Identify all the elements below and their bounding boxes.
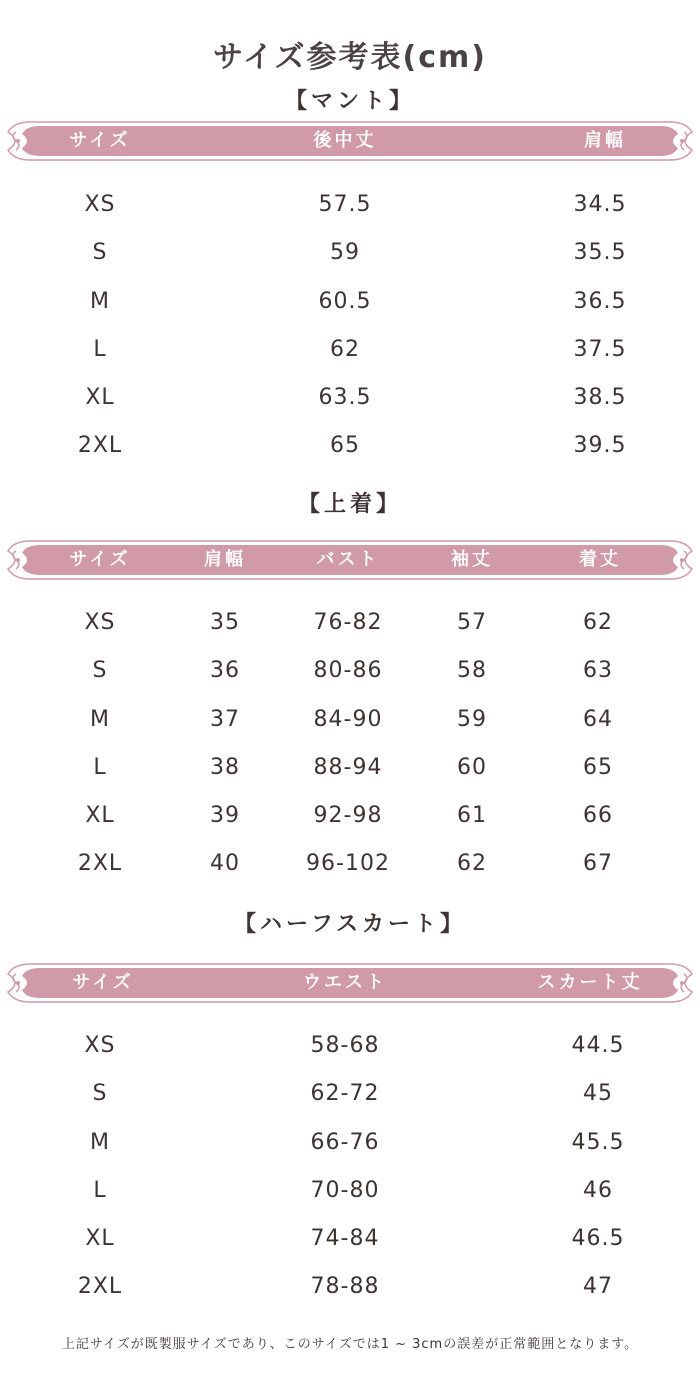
table-row [0,748,700,796]
measurement-value: 65 [583,754,613,780]
measurement-value: 62 [457,851,487,877]
measurement-value: 45.5 [571,1129,625,1155]
table-row [0,378,700,426]
size-label: S [92,1081,108,1107]
table-body [0,185,700,475]
table-row [0,603,700,651]
measurement-value: 58-68 [310,1033,380,1058]
measurement-value: 38.5 [573,385,627,411]
measurement-value: 40 [210,851,240,877]
table-header [4,537,696,583]
size-label: M [90,706,110,732]
measurement-value: 35.5 [573,240,627,266]
table-row [0,844,700,892]
table-row [0,1219,700,1267]
table-row [0,185,700,233]
measurement-value: 37 [210,706,240,732]
size-label: XS [84,610,116,635]
measurement-value: 96-102 [306,851,390,877]
measurement-value: 35 [210,610,240,635]
size-label: L [93,1177,107,1203]
measurement-value: 64 [583,706,613,732]
column-header: スカート丈 [537,972,643,993]
measurement-value: 63.5 [318,385,372,411]
column-header: 肩幅 [204,549,246,570]
section-title: 【マント】 [284,89,415,114]
table-row [0,1171,700,1219]
section-title: 【上着】 [297,492,402,517]
measurement-value: 62 [330,336,360,362]
measurement-value: 84-90 [313,706,383,732]
size-label: XL [85,803,115,829]
measurement-value: 66 [583,803,613,829]
measurement-value: 58 [457,658,487,684]
measurement-value: 67 [583,851,613,877]
measurement-value: 47 [583,1274,613,1300]
measurement-value: 60.5 [318,288,372,314]
measurement-value: 45 [583,1081,613,1107]
measurement-value: 34.5 [573,192,627,217]
size-label: 2XL [77,433,123,459]
table-row [0,426,700,474]
table-row [0,1267,700,1315]
page-title: サイズ参考表(cm) [212,40,488,75]
measurement-value: 57.5 [318,192,372,217]
column-header: サイズ [69,549,131,570]
measurement-value: 63 [583,658,613,684]
table-row [0,1123,700,1171]
size-label: XS [84,1033,116,1058]
column-header: バスト [316,549,380,570]
measurement-value: 60 [457,754,487,780]
measurement-value: 66-76 [310,1129,380,1155]
size-label: 2XL [77,851,123,877]
column-header: サイズ [72,972,134,993]
column-header: ウエスト [303,972,387,993]
column-header: 肩幅 [584,130,626,151]
size-label: XL [85,1226,115,1252]
measurement-value: 78-88 [310,1274,380,1300]
measurement-value: 70-80 [310,1177,380,1203]
measurement-value: 59 [330,240,360,266]
measurement-value: 36.5 [573,288,627,314]
measurement-value: 44.5 [571,1033,625,1058]
size-label: S [92,240,108,266]
measurement-value: 74-84 [310,1226,380,1252]
size-label: L [93,754,107,780]
size-label: L [93,336,107,362]
table-row [0,330,700,378]
measurement-value: 62 [583,610,613,635]
measurement-value: 38 [210,754,240,780]
table-body [0,1026,700,1316]
table-body [0,603,700,893]
measurement-value: 62-72 [310,1081,380,1107]
measurement-value: 46.5 [571,1226,625,1252]
measurement-value: 92-98 [313,803,383,829]
table-row [0,282,700,330]
table-row [0,651,700,699]
measurement-value: 37.5 [573,336,627,362]
footnote: 上記サイズが既製服サイズであり、このサイズでは1 ~ 3cmの誤差が正常範囲となります。 [61,1337,639,1352]
size-label: 2XL [77,1274,123,1300]
size-label: S [92,658,108,684]
column-header: 着丈 [579,549,621,570]
measurement-value: 76-82 [313,610,383,635]
size-label: M [90,1129,110,1155]
measurement-value: 65 [330,433,360,459]
measurement-value: 46 [583,1177,613,1203]
size-label: XL [85,385,115,411]
table-header [4,118,696,164]
column-header: サイズ [69,130,131,151]
size-label: XS [84,192,116,217]
size-label: M [90,288,110,314]
column-header: 袖丈 [451,549,493,570]
table-row [0,700,700,748]
column-header: 後中丈 [313,130,377,151]
section-title: 【ハーフスカート】 [233,912,467,937]
table-row [0,1026,700,1074]
measurement-value: 80-86 [313,658,383,684]
measurement-value: 59 [457,706,487,732]
table-header [4,960,696,1006]
measurement-value: 88-94 [313,754,383,780]
table-row [0,1074,700,1122]
measurement-value: 39.5 [573,433,627,459]
measurement-value: 57 [457,610,487,635]
measurement-value: 36 [210,658,240,684]
measurement-value: 39 [210,803,240,829]
table-row [0,796,700,844]
table-row [0,233,700,281]
measurement-value: 61 [457,803,487,829]
